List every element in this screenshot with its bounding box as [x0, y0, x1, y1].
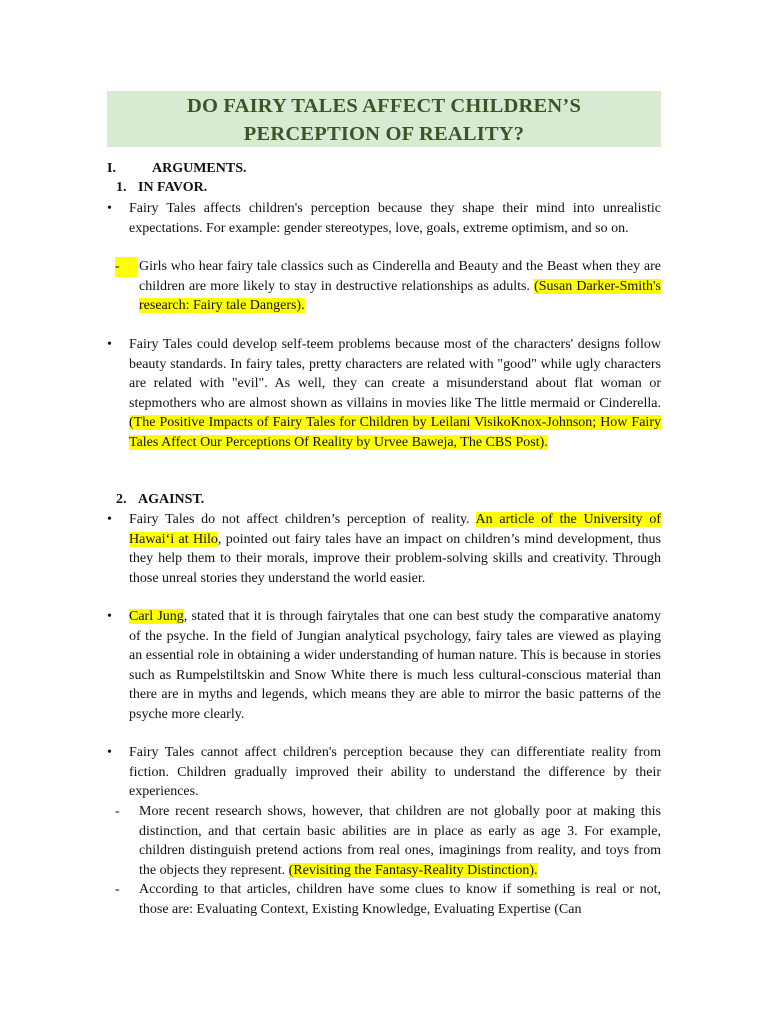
bullet-marker: •: [107, 512, 112, 527]
citation-highlight: An article of the University of Hawaiʻi at Hilo: [129, 512, 661, 547]
against-number: 2.: [116, 492, 127, 507]
title-line-2: PERCEPTION OF REALITY?: [243, 123, 525, 145]
paragraph-text: , pointed out fairy tales have an impact on children’s mind development, thus they help them to their morals, improve their problem-solving skills and creativity. Through those unreal stories they understand the world easier.: [129, 531, 661, 586]
citation-highlight: (The Positive Impacts of Fairy Tales for Children by Leilani VisikoKnox-Johnson; How Fairy Tales Affect Our Perceptions Of Reality by Urvee Baweja, The CBS Post).: [129, 415, 661, 450]
in-favor-paragraph-1: Fairy Tales affects children's perception because they shape their mind into unrealistic expectations. For example: gender stereotypes, love, goals, extreme optimism, and so on.: [129, 201, 661, 236]
paragraph-text: Fairy Tales do not affect children’s perception of reality.: [129, 512, 476, 527]
dash-marker: -: [115, 804, 120, 819]
dash-marker: -: [115, 882, 120, 897]
section-numeral: I.: [107, 161, 116, 176]
against-paragraph-1: [129, 510, 661, 588]
in-favor-number: 1.: [116, 180, 127, 195]
bullet-marker: •: [107, 201, 112, 216]
against-sub-point-1: [139, 802, 661, 880]
title-banner: [107, 91, 661, 147]
title-line-1: DO FAIRY TALES AFFECT CHILDREN’S: [186, 95, 582, 117]
sub-point-text: Girls who hear fairy tale classics such as Cinderella and Beauty and the Beast when they are children are more likely to stay in destructive relationships as adults.: [139, 259, 661, 294]
dash-marker: -: [115, 257, 137, 277]
in-favor-sub-point: [139, 257, 661, 316]
against-heading: AGAINST.: [138, 492, 205, 507]
against-paragraph-2: [129, 607, 661, 724]
against-sub-point-2: According to that articles, children have some clues to know if something is real or not, those are: Evaluating Context, Existing Knowledge, Evaluating Expertise (Can: [139, 882, 661, 917]
against-paragraph-3: Fairy Tales cannot affect children's perception because they can differentiate reality from fiction. Children gradually improved their ability to understand the difference by their experiences.: [129, 745, 661, 799]
paragraph-text: Fairy Tales could develop self-teem problems because most of the characters' designs follow beauty standards. In fairy tales, pretty characters are related with "good" while ugly characters are related with "evil". As well, they can create a misunderstand about flat woman or stepmothers who are almost shown as villains in movies like The little mermaid or Cinderella.: [129, 337, 661, 411]
bullet-marker: •: [107, 745, 112, 760]
citation-highlight: (Revisiting the Fantasy-Reality Distinction).: [288, 862, 538, 878]
citation-highlight: Carl Jung: [129, 609, 184, 624]
bullet-marker: •: [107, 609, 112, 624]
bullet-marker: •: [107, 337, 112, 352]
section-heading: ARGUMENTS.: [152, 161, 247, 176]
citation-highlight: (Susan Darker-Smith's research: Fairy tale Dangers).: [139, 278, 662, 313]
paragraph-text: , stated that it is through fairytales that one can best study the comparative anatomy of the psyche. In the field of Jungian analytical psychology, fairy tales are viewed as playing an essential role in obtaining a wider understanding of human nature. This is because in stories such as Rumpelstiltskin and Snow White there is much less cultural-conscious material than there are in myths and legends, which means they are able to mirror the basic patterns of the psyche more clearly.: [129, 609, 661, 722]
in-favor-heading: IN FAVOR.: [138, 180, 208, 195]
in-favor-paragraph-2: [129, 335, 661, 452]
sub-point-text: More recent research shows, however, that children are not globally poor at making this distinction, and that certain basic abilities are in place as early as age 3. For example, children distinguish pretend actions from real ones, imaginings from reality, and toys from the objects they represent.: [139, 804, 661, 878]
